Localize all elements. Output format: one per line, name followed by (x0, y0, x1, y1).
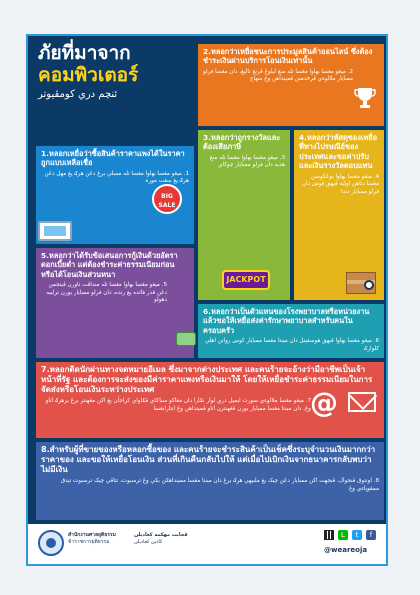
envelope-icon (348, 392, 376, 412)
trophy-icon (354, 86, 376, 110)
magnifier-icon (364, 280, 374, 290)
org-name: สำนักงานศาลยุติธรรม ข้าราชการยุติธรรม (68, 532, 116, 545)
card-4-body: 4. ميڠو مڠسا بهاوا بوڠکوسن مڠسا دتاهن اوليه ڤيهق ڤوس دان فرلو ممبايار دندا (301, 173, 379, 195)
qr-code-icon (324, 530, 334, 540)
social-handle[interactable]: @weareoja (324, 546, 368, 554)
card-7-body: 7. ميڠو مڠسا ملالوءي سورت ايميل دري لوار نݢارا دان مڠاکو سباݢاي ڤݢاواي کراجأن يڠ اکن مڠهنتر برڠ برهرݢ اتاو وڠ، دان مينتا مڠسا ممبايار يورن ڤڠهنترن اتاو ڤمينداهن وڠ انتارابڠسا (45, 398, 311, 412)
title-line-2: คอมพิวเตอร์ (38, 64, 139, 86)
card-4-heading: 4.หลอกว่าพัสดุของเหยื่อที่ทางไปรษณีย์ของประเทศและขอค่าปรับและเงินรางวัลตอบแทน (299, 133, 378, 171)
card-6-heading: 6.หลอกว่าเป็นตัวแทนของโรงพยาบาลหรือหน่วยงานแล้วขอให้เหยื่อส่งค่ารักษาพยาบาลสำหรับคนในครอบครัว (203, 307, 370, 335)
card-8-body: 8. اونتوق ڤنجوال، ڤنجهت اکن ممبايار دڠن چيک يڠ ملبيهي هرݢ برڠ دان مينتا مڠسا ممينداهکن بکي وڠ ترسبوت، تتاڤي چيک ترسبوت تيدق ممڤوڽاءي وڠ (60, 478, 379, 492)
card-8-heading: 8.สำหรับผู้ที่ขายของหรือหลอกซื้อของ และคนร้ายจะชำระสินค้าเป็นเช็คซึ่งระบุจำนวนเงินมากกว่าราคาของ และขอให้เหยื่อโอนเงิน ส่วนที่เกินคืนกลับไปให้ แต่เมื่อไปเบิกเงินจากธนาคารกลับพบว่าไม่มีเงิน (41, 445, 376, 474)
twitter-icon[interactable]: t (352, 530, 362, 540)
card-1-body: 1. ميڠو مڠسا بهاوا مڠسا تله ممبلي برڠ دڠن هرݢ يڠ مهل دڠن هرݢ يڠ سڠت مورة (44, 170, 189, 185)
card-6 (198, 304, 384, 358)
title-subtitle: ئنچم دري كومڤيوتر (38, 89, 118, 100)
org-name-jawi: ڤجابت مهکمه کعاديلن کادين کعاديلن (134, 532, 188, 545)
line-icon[interactable]: L (338, 530, 348, 540)
jackpot-icon: JACKPOT (222, 270, 270, 290)
money-hand-icon (176, 332, 196, 346)
card-7-heading: 7.หลอกติดนักผ่านทางจดหมายอีเมล ซึ่งมาจากต่างประเทศ และคนร้ายจะอ้างว่ามีอาชีพเป็นเจ้าหน้าที่รัฐ และต้องการจะส่งของมีค่าราคาแพงหรือเงินมาให้ โดยให้เหยื่อชำระค่าธรรมเนียมในการจัดส่งหรือโอนเงินระหว่างประเทศ (41, 365, 373, 394)
facebook-icon[interactable]: f (366, 530, 376, 540)
card-5-heading: 5.หลอกว่าได้รับข้อเสนอการกู้เงินด้วยอัตราดอกเบี้ยต่ำ แต่ต้องชำระค่าธรรมเนียมก่อน หรือได้โอนเงินส่วนหนา (41, 251, 178, 279)
card-6-body: 6. ميڠو مڠسا بهاوا ڤيهق هوسڤيتل دان مينتا مڠسا ممبايار کوس رواتن اهلي کلوارݢ (204, 338, 379, 352)
big-sale-icon: BIG SALE (152, 184, 182, 214)
title-block (38, 42, 188, 146)
card-3-heading: 3.หลอกว่าถูกรางวัลและต้องเสียภาษี (203, 133, 281, 152)
card-2-heading: 2.หลอกว่าเหยื่อชนะการประมูลสินค้าออนไลน์ ซึ่งต้องชำระเงินผ่านบริการโอนเงินเท่านั้น (203, 47, 373, 66)
card-3-body: 3. ميڠو مڠسا بهاوا مڠسا تله منڠ هديه دان فرلو ممبايار چوکاي (209, 154, 285, 169)
org-logo-icon (38, 530, 64, 556)
card-8 (36, 442, 384, 520)
poster (26, 34, 388, 566)
card-5 (36, 248, 194, 358)
title-line-1: ภัยที่มาจาก (38, 42, 131, 64)
card-5-body: 5. ميڠو مڠسا بهاوا مڠسا تله منداڤت تاورن ڤينجمن دڠن قدر فائده يڠ رنده، دان فرلو ممبايار يورن ترلبيه دهولو (46, 282, 167, 304)
computer-icon (38, 221, 72, 241)
at-sign-icon: @ (310, 386, 338, 419)
card-1-heading: 1.หลอกเหยื่อว่าซื้อสินค้าราคาแพงได้ในราคาถูกแบบเหลือเชื่อ (41, 149, 185, 168)
card-2-body: 2. ميڠو مڠسا بهاوا مڠسا تله منڠ ليلوڠ ڤرنڠ تاليڠ، دان مڠسا فرلو ممبايار ملالوءي ڤرخدمتن ڤمينداهن وڠ سهاج (203, 68, 353, 83)
footer (28, 524, 386, 564)
card-2 (198, 44, 384, 126)
